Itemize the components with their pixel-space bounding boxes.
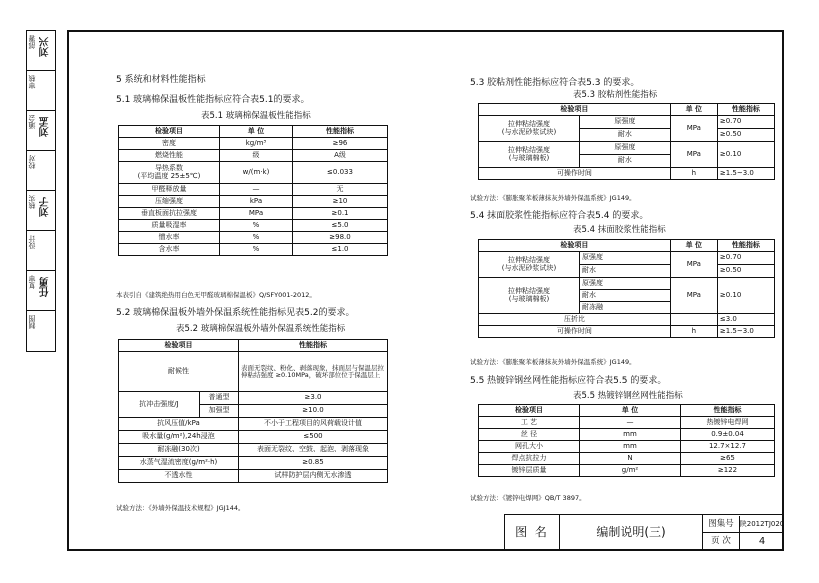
table-cell: 憎水率 [119, 232, 220, 244]
table-header: 性能指标 [681, 405, 775, 417]
table-5-2 [118, 339, 388, 483]
table-row [119, 150, 388, 162]
table-cell: 级 [220, 150, 293, 162]
table-row [479, 314, 775, 326]
table-header: 单 位 [580, 405, 681, 417]
table-row [119, 418, 388, 431]
table-cell: 原强度 [580, 116, 671, 129]
table-cell: 密度 [119, 138, 220, 150]
table-cell: h [670, 326, 717, 338]
table-cell: h [670, 168, 717, 180]
table-cell: ≥0.10 [717, 278, 774, 314]
signature: 刘孟 [40, 117, 51, 137]
sidebar-cell [27, 231, 55, 271]
table-cell: 导热系数 (平均温度 25±5℃) [119, 162, 220, 184]
table-cell: MPa [670, 142, 717, 168]
table-cell: ≥0.70 [717, 116, 774, 129]
table-cell: 拉伸粘结强度 (与玻璃棉板) [479, 142, 580, 168]
atlas-number: 陕2012TJ020 [739, 520, 785, 528]
table-cell: 吸水量(g/m²),24h浸泡 [119, 431, 239, 444]
table-cell: 耐冻融 [580, 302, 671, 314]
table-row [119, 162, 388, 184]
title-block [504, 514, 784, 551]
table-cell: mm [580, 429, 681, 441]
table-5-1-caption: 表5.1 玻璃棉保温板性能指标 [201, 111, 311, 121]
table-cell: 抗冲击强度/J [119, 392, 200, 418]
table-5-5-note: 试验方法：《镀锌电焊网》QB/T 3897。 [470, 494, 586, 502]
table-header: 单 位 [670, 240, 717, 252]
table-header: 检验项目 [479, 405, 580, 417]
table-cell: g/m² [580, 465, 681, 477]
table-cell: ≤1.0 [293, 244, 388, 256]
table-cell: MPa [220, 208, 293, 220]
table-cell: MPa [670, 252, 717, 278]
table-cell: ≥0.50 [717, 265, 774, 278]
table-row [119, 220, 388, 232]
table-cell: ≤500 [239, 431, 388, 444]
table-cell: kg/m³ [220, 138, 293, 150]
signature: 刘兴 [40, 37, 51, 57]
table-row [479, 417, 775, 429]
table-row [119, 184, 388, 196]
signature: 任勇 [40, 277, 51, 297]
table-cell: 拉伸粘结强度 (与水泥砂浆试块) [479, 116, 580, 142]
table-cell: 丝 径 [479, 429, 580, 441]
table-cell: 热镀锌电焊网 [681, 417, 775, 429]
table-cell: % [220, 244, 293, 256]
table-cell: ≥98.0 [293, 232, 388, 244]
table-cell: 耐候性 [119, 352, 239, 392]
table-cell: 镀锌层质量 [479, 465, 580, 477]
table-cell: ≤5.0 [293, 220, 388, 232]
table-cell: 焊点抗拉力 [479, 453, 580, 465]
table-cell: 压折比 [479, 314, 671, 326]
table-row [479, 441, 775, 453]
table-cell: 耐水 [580, 129, 671, 142]
table-cell: ≥65 [681, 453, 775, 465]
sidebar-label: 核实 [28, 195, 36, 209]
table-header: 性能指标 [293, 126, 388, 138]
table-cell: ≤0.033 [293, 162, 388, 184]
table-5-3-caption: 表5.3 胶粘剂性能指标 [573, 90, 658, 100]
table-header: 单 位 [670, 104, 717, 116]
sidebar-cell [27, 271, 55, 311]
sidebar-cell [27, 111, 55, 151]
table-cell: 工 艺 [479, 417, 580, 429]
table-header: 检验项目 [119, 340, 239, 352]
table-cell: 原强度 [580, 142, 671, 155]
atlas-label: 图集号 [703, 516, 740, 532]
table-cell: 拉伸粘结强度 (与水泥砂浆试块) [479, 252, 580, 278]
drawing-title: 编制说明(三) [596, 525, 666, 539]
table-cell: 耐水 [580, 265, 671, 278]
table-row [479, 453, 775, 465]
table-header: 单 位 [220, 126, 293, 138]
table-cell: 耐水 [580, 290, 671, 302]
table-cell: ≥0.10 [717, 142, 774, 168]
table-cell: ≥10.0 [239, 405, 388, 418]
table-cell: 原强度 [580, 252, 671, 265]
signature: 刘子 [40, 197, 51, 217]
table-cell: 可操作时间 [479, 168, 671, 180]
table-cell: 含水率 [119, 244, 220, 256]
table-5-5 [478, 404, 775, 477]
table-cell: N [580, 453, 681, 465]
table-cell: ≥0.85 [239, 457, 388, 470]
table-cell: 表面无裂纹、空鼓、起泡、剥落现象 [239, 444, 388, 457]
sidebar-cell [27, 311, 55, 351]
sidebar-label: 通会 [28, 115, 36, 129]
table-5-4-caption: 表5.4 抹面胶浆性能指标 [573, 225, 666, 235]
table-cell [670, 314, 717, 326]
table-row [119, 138, 388, 150]
section-5-3: 5.3 胶粘剂性能指标应符合表5.3 的要求。 [470, 78, 640, 88]
table-cell: ≤3.0 [717, 314, 774, 326]
table-row [119, 431, 388, 444]
table-cell: 甲醛释放量 [119, 184, 220, 196]
table-cell: 不透水性 [119, 470, 239, 483]
table-cell: 耐冻融(30次) [119, 444, 239, 457]
table-row [119, 208, 388, 220]
table-cell: MPa [670, 278, 717, 314]
table-cell: 燃烧性能 [119, 150, 220, 162]
table-5-3 [478, 103, 775, 180]
section-5-4: 5.4 抹面胶浆性能指标应符合表5.4 的要求。 [470, 211, 649, 221]
sidebar-label: 校对 [28, 155, 36, 169]
table-cell: % [220, 220, 293, 232]
sidebar-label: 设计 [28, 235, 36, 249]
table-row [119, 470, 388, 483]
table-cell: 不小于工程项目的风荷载设计值 [239, 418, 388, 431]
table-cell: 耐水 [580, 155, 671, 168]
table-5-5-caption: 表5.5 热镀锌钢丝网性能指标 [573, 391, 683, 401]
table-cell: mm [580, 441, 681, 453]
table-cell: ≥3.0 [239, 392, 388, 405]
table-cell: ≥122 [681, 465, 775, 477]
table-row [479, 326, 775, 338]
table-5-4-note: 试验方法：《膨胀聚苯板薄抹灰外墙外保温系统》JG149。 [470, 358, 636, 366]
table-cell: kPa [220, 196, 293, 208]
table-cell: 可操作时间 [479, 326, 671, 338]
table-5-1 [118, 125, 388, 256]
table-row [479, 429, 775, 441]
section-5-1: 5.1 玻璃棉保温板性能指标应符合表5.1的要求。 [116, 95, 310, 105]
signature-sidebar [26, 30, 56, 352]
table-cell: 表面无裂纹、粉化、剥落现象，抹面层与保温层拉伸粘结强度 ≥0.10MPa，破坏部位位于保温层上 [239, 352, 388, 392]
sidebar-cell [27, 191, 55, 231]
table-cell: w/(m·k) [220, 162, 293, 184]
sidebar-cell [27, 151, 55, 191]
section-5-5: 5.5 热镀锌钢丝网性能指标应符合表5.5 的要求。 [470, 376, 667, 386]
table-cell: MPa [670, 116, 717, 142]
table-row [119, 232, 388, 244]
table-cell: 抗风压值/kPa [119, 418, 239, 431]
table-cell: 质量吸湿率 [119, 220, 220, 232]
table-cell: ≥10 [293, 196, 388, 208]
table-cell: 网孔大小 [479, 441, 580, 453]
table-cell: ≥0.50 [717, 129, 774, 142]
table-cell: 水蒸气湿流密度(g/m²·h) [119, 457, 239, 470]
table-cell: ≥1.5~3.0 [717, 168, 774, 180]
table-cell: % [220, 232, 293, 244]
table-cell: 普通型 [200, 392, 239, 405]
table-cell: 加强型 [200, 405, 239, 418]
table-5-2-caption: 表5.2 玻璃棉保温板外墙外保温系统性能指标 [176, 324, 346, 334]
table-row [119, 444, 388, 457]
table-row [479, 465, 775, 477]
table-header: 性能指标 [717, 104, 774, 116]
table-5-4 [478, 239, 775, 338]
table-5-3-note: 试验方法：《膨胀聚苯板薄抹灰外墙外保温系统》JG149。 [470, 194, 636, 202]
table-header: 性能指标 [239, 340, 388, 352]
table-cell: 试样防护层内侧无水渗透 [239, 470, 388, 483]
table-cell: 拉伸粘结强度 (与玻璃棉板) [479, 278, 580, 314]
table-cell: ≥0.1 [293, 208, 388, 220]
table-row [119, 244, 388, 256]
title-block-name-label: 图 名 [505, 515, 560, 550]
table-cell: A级 [293, 150, 388, 162]
sidebar-label: 复审 [28, 275, 36, 289]
sidebar-label: 制图 [28, 315, 36, 329]
sidebar-label: 审核 [28, 75, 36, 89]
table-row [119, 196, 388, 208]
table-header: 性能指标 [717, 240, 774, 252]
table-cell: ≥96 [293, 138, 388, 150]
table-row [119, 457, 388, 470]
section-title: 5 系统和材料性能指标 [116, 75, 206, 85]
page-label: 页 次 [703, 533, 740, 550]
table-cell: 0.9±0.04 [681, 429, 775, 441]
table-header: 检验项目 [119, 126, 220, 138]
table-cell: ≥1.5~3.0 [717, 326, 774, 338]
table-cell: — [580, 417, 681, 429]
section-5-2: 5.2 玻璃棉保温板外墙外保温系统性能指标见表5.2的要求。 [116, 308, 355, 318]
table-cell: ≥0.70 [717, 252, 774, 265]
sidebar-cell [27, 71, 55, 111]
table-cell: 无 [293, 184, 388, 196]
page-number: 4 [758, 536, 766, 547]
table-5-2-note: 试验方法：《外墙外保温技术规程》JGJ144。 [116, 504, 245, 512]
table-cell: 原强度 [580, 278, 671, 290]
table-cell: 12.7×12.7 [681, 441, 775, 453]
table-5-1-note: 本表引自《建筑绝热用白色无甲醛玻璃棉保温板》Q/SFY001-2012。 [116, 291, 316, 299]
sidebar-label: 部署 [28, 35, 36, 49]
table-cell: 垂直板面抗拉强度 [119, 208, 220, 220]
table-cell: — [220, 184, 293, 196]
sidebar-cell [27, 31, 55, 71]
table-cell: 压缩强度 [119, 196, 220, 208]
table-header: 检验项目 [479, 104, 671, 116]
table-header: 检验项目 [479, 240, 671, 252]
